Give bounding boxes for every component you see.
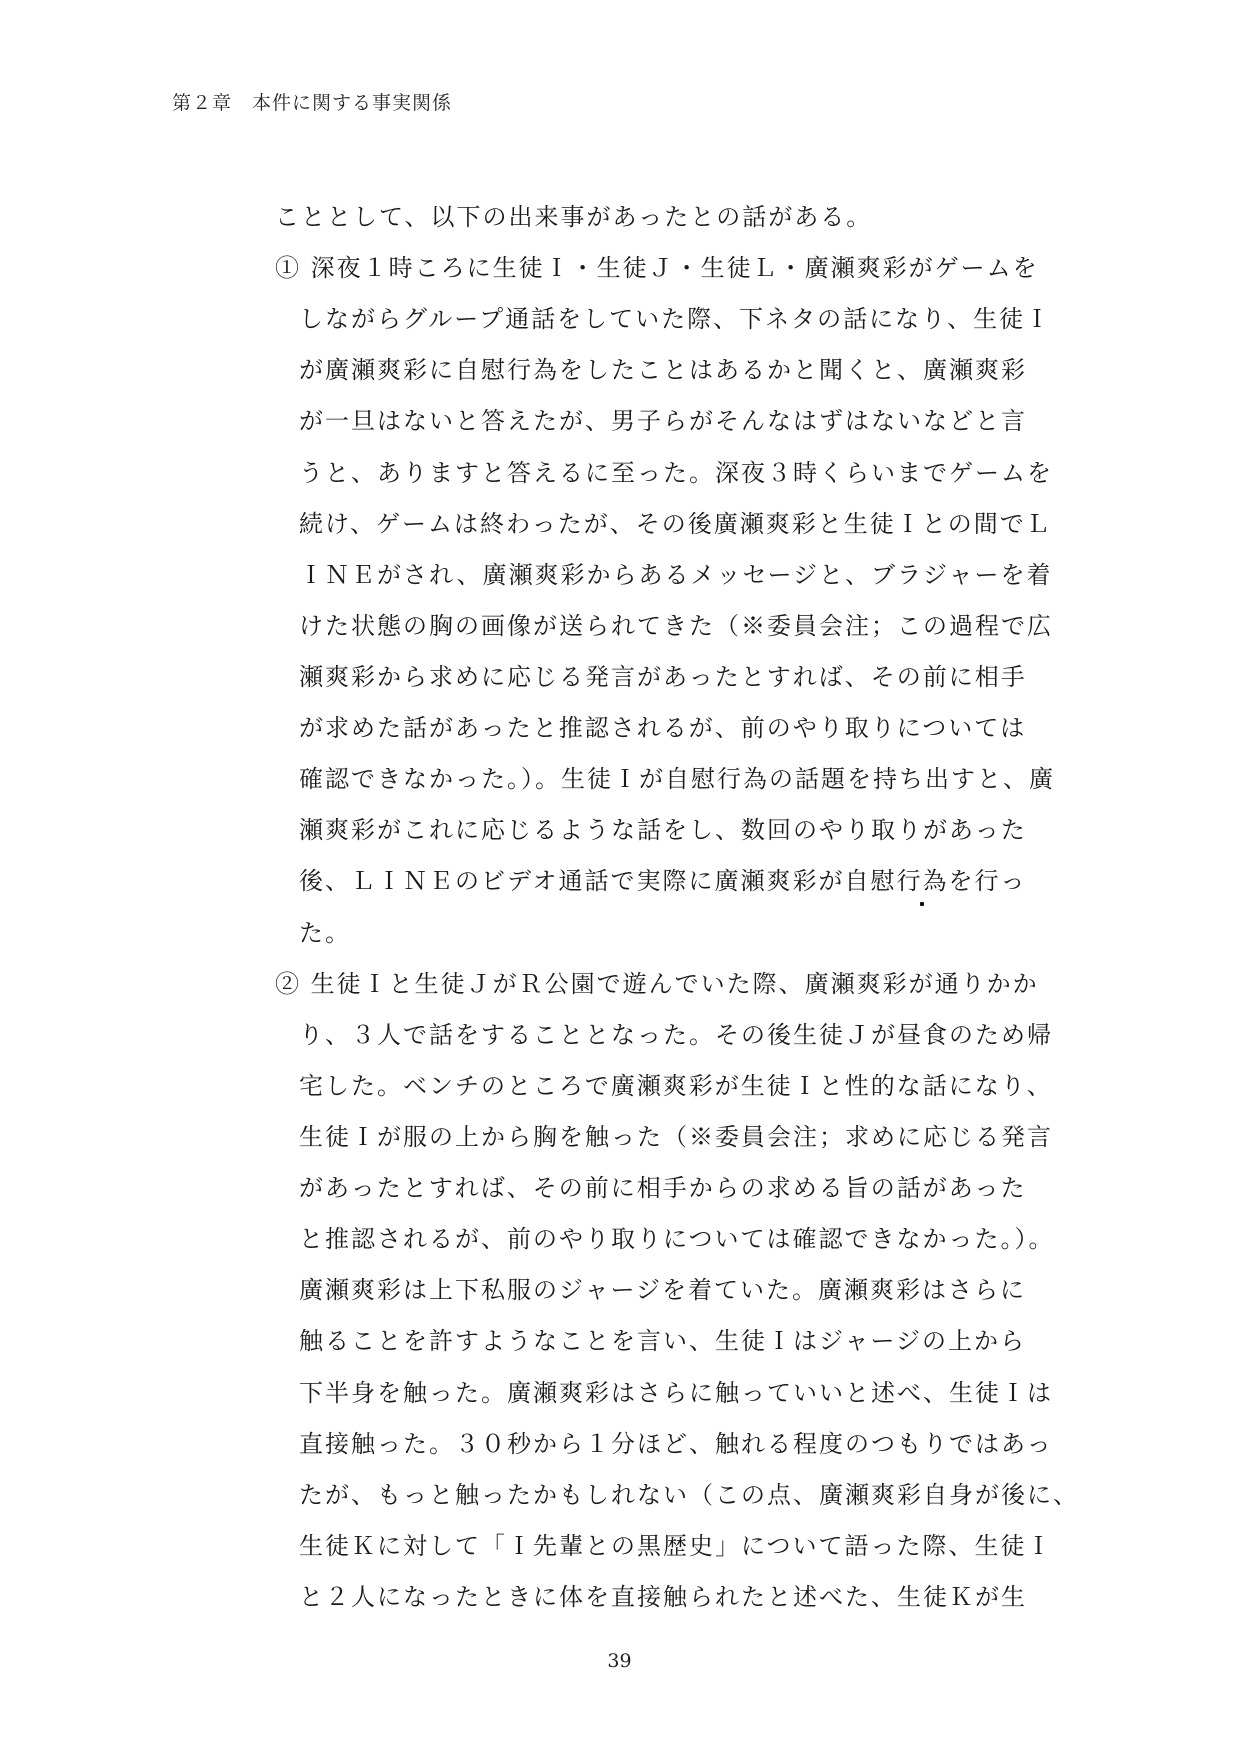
body-line: 後、ＬＩＮＥのビデオ通話で実際に廣瀬爽彩が自慰行為を行っ [299, 867, 1027, 895]
stray-dot-mark [920, 902, 924, 906]
body-line: 下半身を触った。廣瀬爽彩はさらに触っていいと述べ、生徒Ｉは [299, 1379, 1053, 1407]
body-line: けた状態の胸の画像が送られてきた（※委員会注；この過程で広 [299, 612, 1053, 640]
body-line: こととして、以下の出来事があったとの話がある。 [275, 203, 873, 231]
body-line: り、３人で話をすることとなった。その後生徒Ｊが昼食のため帰 [299, 1021, 1053, 1049]
body-line: と推認されるが、前のやり取りについては確認できなかった。）。 [299, 1225, 1055, 1253]
body-line: 瀬爽彩から求めに応じる発言があったとすれば、その前に相手 [299, 663, 1027, 691]
body-line: 生徒Ｉが服の上から胸を触った（※委員会注；求めに応じる発言 [299, 1123, 1053, 1151]
body-line: と２人になったときに体を直接触られたと述べた、生徒Ｋが生 [299, 1583, 1027, 1611]
running-header: 第２章 本件に関する事実関係 [172, 92, 453, 114]
body-line: たが、もっと触ったかもしれない（この点、廣瀬爽彩自身が後に、 [299, 1481, 1079, 1509]
body-line: 触ることを許すようなことを言い、生徒Ｉはジャージの上から [299, 1327, 1027, 1355]
body-line: が廣瀬爽彩に自慰行為をしたことはあるかと聞くと、廣瀬爽彩 [299, 356, 1027, 384]
page-number: 39 [607, 1650, 632, 1672]
body-line: ① 深夜１時ころに生徒Ｉ・生徒Ｊ・生徒Ｌ・廣瀬爽彩がゲームを [275, 254, 1039, 282]
body-line: が求めた話があったと推認されるが、前のやり取りについては [299, 714, 1027, 742]
body-line: 宅した。ベンチのところで廣瀬爽彩が生徒Ｉと性的な話になり、 [299, 1072, 1053, 1100]
body-line: があったとすれば、その前に相手からの求める旨の話があった [299, 1174, 1027, 1202]
body-line: が一旦はないと答えたが、男子らがそんなはずはないなどと言 [299, 407, 1027, 435]
body-line: 瀬爽彩がこれに応じるような話をし、数回のやり取りがあった [299, 816, 1027, 844]
body-line: 直接触った。３０秒から１分ほど、触れる程度のつもりではあっ [299, 1430, 1053, 1458]
body-line: ＩＮＥがされ、廣瀬爽彩からあるメッセージと、ブラジャーを着 [299, 561, 1053, 589]
body-line: 確認できなかった。）。生徒Ｉが自慰行為の話題を持ち出すと、廣 [299, 765, 1055, 793]
body-line: た。 [299, 919, 351, 947]
body-line: 続け、ゲームは終わったが、その後廣瀬爽彩と生徒Ｉとの間でＬ [299, 510, 1052, 538]
body-line: 廣瀬爽彩は上下私服のジャージを着ていた。廣瀬爽彩はさらに [299, 1276, 1027, 1304]
body-line: 生徒Ｋに対して「Ｉ先輩との黒歴史」について語った際、生徒Ｉ [299, 1532, 1053, 1560]
body-line: うと、ありますと答えるに至った。深夜３時くらいまでゲームを [299, 459, 1053, 487]
body-line: ② 生徒Ｉと生徒ＪがＲ公園で遊んでいた際、廣瀬爽彩が通りかか [275, 970, 1039, 998]
body-line: しながらグループ通話をしていた際、下ネタの話になり、生徒Ｉ [299, 305, 1052, 333]
